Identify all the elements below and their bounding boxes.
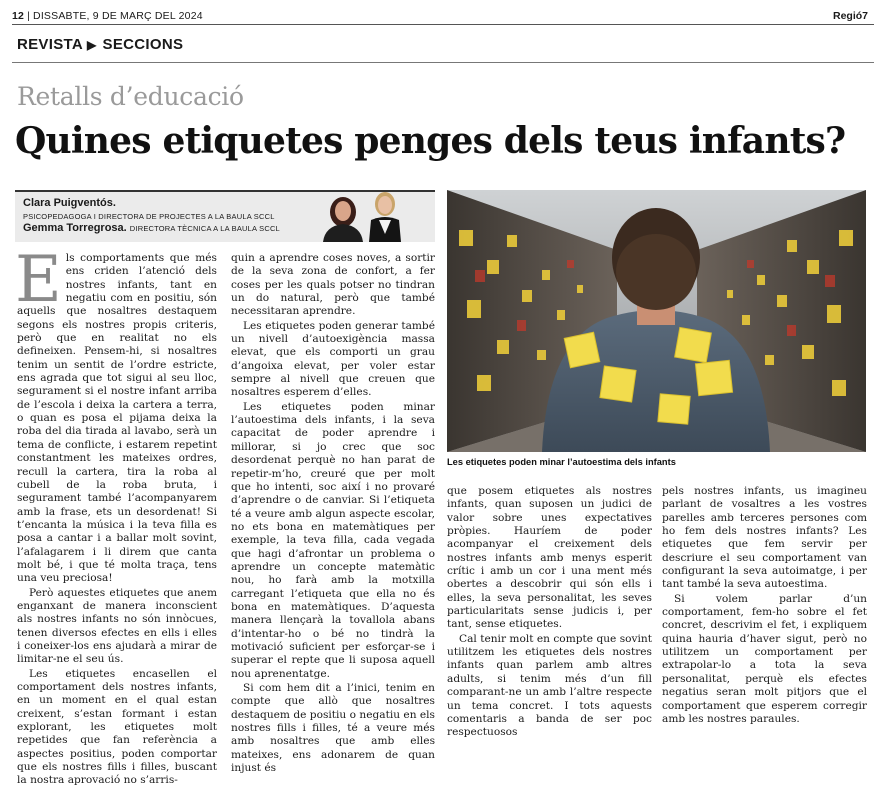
masthead-rule — [12, 24, 874, 25]
paragraph-text: ls comportaments que més ens criden l’atenció dels nostres infants, tant en negatiu com en positiu, són aquells que nosaltres destaquem segons els nostres propis criteris, però que en realitat no els defineixen. Pensem-hi, si nosaltres tenim un sentit de l’ordre estricte, ens agrada que tot sigui al seu lloc, segurament si el nostre infant arriba de l’escola i deixa la cartera a terra, o quan es posa el pijama deixa la roba del dia tirada al lavabo, serà un tema de conflicte, i estarem repetint constantment les mateixes ordres, recull la cartera, tira la roba al cubell de la roba bruta, i segurament també l’acompanyarem amb la frase, ets un desordenat! Si t’encanta la música i la teva filla es posa a cantar i a ballar molt sovint, l’afalagarem i li direm que canta molt bé, i que té molta traça, tens una veu preciosa! — [17, 252, 217, 585]
breadcrumb-seccions: SECCIONS — [102, 36, 184, 53]
article-column-2 — [231, 252, 435, 775]
body-paragraph: Les etiquetes encasellen el comportament dels nostres infants, en un moment en el qual estan creixent, s’estan formant i estan explorant, les etiquetes molt repetides que fan referència a aspectes positius, poden comportar que els nostres fills i filles, buscant la nostra aprovació no s’arris- — [17, 667, 217, 787]
breadcrumb-revista: REVISTA — [17, 36, 83, 53]
author-1-role: PSICOPEDAGOGA I DIRECTORA DE PROJECTES A LA BAULA SCCL — [23, 212, 275, 221]
page-folio: 12 | DISSABTE, 9 DE MARÇ DEL 2024 — [12, 10, 203, 22]
publication-name: Regió7 — [832, 10, 868, 22]
article-column-4 — [662, 485, 867, 726]
breadcrumb-arrow-icon: ▶ — [87, 38, 97, 52]
author-2-name: Gemma Torregrosa. — [23, 222, 127, 234]
section-breadcrumb — [17, 36, 183, 53]
article-column-3 — [447, 485, 652, 740]
drop-cap: E — [15, 243, 62, 317]
body-paragraph: Les etiquetes poden minar l’autoestima dels infants, i la seva capacitat de poder aprendre i millorar, si jo crec que soc desordenat perquè no han parat de repetir-m’ho, creuré que per molt que ho intenti, soc així i no provaré d’aprendre o de canviar. Si l’etiqueta té a veure amb algun aspecte escolar, no ets bona en matemàtiques per exemple, la teva filla, cada vegada que hagi d’afrontar un problema o aprendre un concepte matemàtic nou, ho farà amb la motxilla carregant l’etiqueta que ella no és bona en matemàtiques. D’aquesta manera llençarà la tovallola abans d’intentar-ho o bé no tindrà la motivació suficient per esforçar-se i superar el repte que li suposa aquell nou aprenentatge. — [231, 400, 435, 680]
photo-caption: Les etiquetes poden minar l’autoestima dels infants — [447, 457, 676, 467]
body-paragraph: pels nostres infants, us imagineu parlant de vosaltres a les vostres parelles amb terceres persones com ho fem dels nostres infants? Les etiquetes que fem servir per descriure el seu comportament van configurant la seva autoimatge, i per tant també la seva autoestima. — [662, 485, 867, 591]
issue-date: DISSABTE, 9 DE MARÇ DEL 2024 — [33, 10, 203, 22]
article-column-1 — [15, 243, 217, 788]
body-paragraph: Les etiquetes poden generar també un nivell d’autoexigència massa elevat, que els comporti un grau d’angoixa elevat, per voler estar sempre al nivell que creuen que nosaltres esperem d’elles. — [231, 319, 435, 399]
body-paragraph: Però aquestes etiquetes que anem enganxant de manera inconscient als nostres infants no són innòcues, tenen diversos efectes en ells i elles i coneixer-los ens ajudarà a mirar de limitar-ne el seu ús. — [17, 586, 217, 666]
author-1-name: Clara Puigventós. — [23, 197, 116, 209]
article-headline: Quines etiquetes penges dels teus infants? — [15, 120, 846, 162]
authors-photo — [305, 192, 430, 242]
body-paragraph: Si com hem dit a l’inici, tenim en compte que allò que nosaltres destaquem de positiu o negatiu en els nostres fills i filles, té a veure més amb nosaltres que amb elles mateixes, ens adonarem de quan injust és — [231, 682, 435, 775]
article-kicker: Retalls d’educació — [17, 82, 244, 111]
body-paragraph: Si volem parlar d’un comportament, fem-ho sobre el fet concret, descrivim el fet, i expliquem quina hauria d’haver sigut, però no utilitzem un comportament per extrapolar-lo a tota la seva personalitat, perquè els efectes negatius seran molt pitjors que el comportament que esperem corregir amb les nostres paraules. — [662, 592, 867, 725]
body-paragraph: que posem etiquetes als nostres infants, quan suposen un judici de valor sobre unes expectatives pròpies. Hauríem de poder acompanyar el creixement dels nostres infants amb menys esperit crític i amb un cor i una ment més obertes a descobrir qui són ells i elles, la seva personalitat, les seves particularitats sense judicis i, per tant, sense etiquetes. — [447, 485, 652, 631]
page-number: 12 — [12, 10, 25, 22]
body-paragraph: quin a aprendre coses noves, a sortir de la seva zona de confort, a fer coses per les quals potser no tindran un do natural, però que també necessitaran aprendre. — [231, 252, 435, 318]
byline-box — [15, 190, 435, 242]
author-2-role: DIRECTORA TÈCNICA A LA BAULA SCCL — [129, 224, 280, 233]
child-with-sticky-notes-image — [447, 190, 866, 452]
article-photo — [447, 190, 866, 452]
section-rule — [12, 62, 874, 63]
author-2-line — [23, 222, 280, 234]
body-paragraph — [15, 243, 217, 586]
body-paragraph: Cal tenir molt en compte que sovint utilitzem les etiquetes dels nostres infants quan parlem amb altres adults, si tenim més d’un fill comparant-ne un amb l’altre respecte un tema concret. I tots aquests comentaris a banda de ser poc respectuosos — [447, 632, 652, 739]
